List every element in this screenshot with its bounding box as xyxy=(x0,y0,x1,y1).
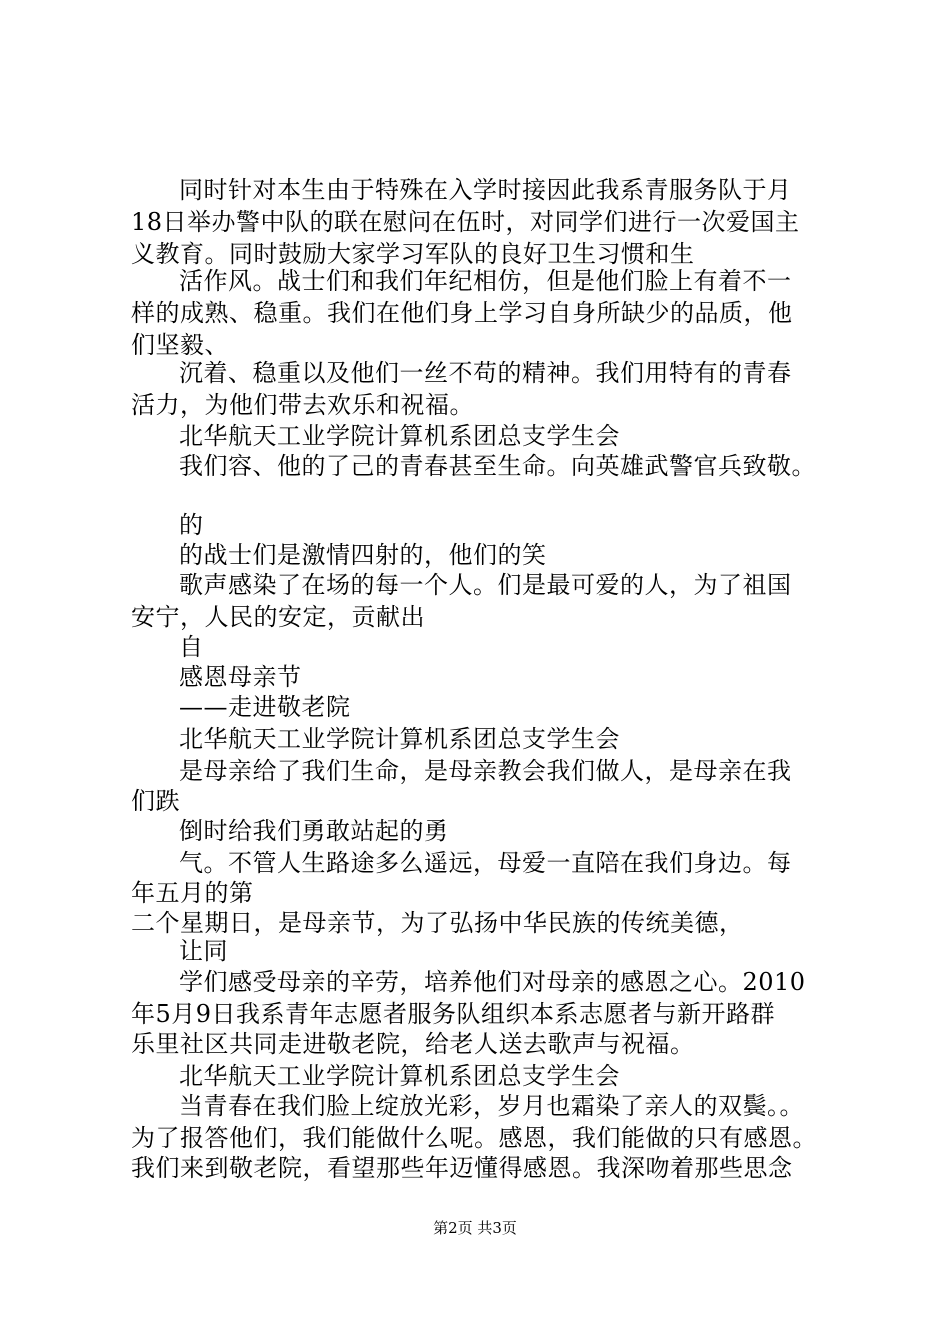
text-line: 北华航天工业学院计算机系团总支学生会 xyxy=(179,725,620,753)
text-line: 是母亲给了我们生命，是母亲教会我们做人，是母亲在我 xyxy=(179,757,792,785)
text-line: 年5月9日我系青年志愿者服务队组织本系志愿者与新开路群 xyxy=(131,1000,776,1028)
text-line: 沉着、稳重以及他们一丝不苟的精神。我们用特有的青春 xyxy=(179,359,792,387)
text-line: 让同 xyxy=(179,937,228,965)
text-line: 活作风。战士们和我们年纪相仿，但是他们脸上有着不一 xyxy=(179,267,792,295)
section-title: 感恩母亲节 xyxy=(179,663,302,691)
text-line: 们跌 xyxy=(131,787,180,815)
text-line: 同时针对本生由于特殊在入学时接因此我系青服务队于月 xyxy=(179,176,792,204)
text-line: 18日举办警中队的联在慰问在伍时，对同学们进行一次爱国主 xyxy=(131,208,800,236)
text-line: 北华航天工业学院计算机系团总支学生会 xyxy=(179,1062,620,1090)
text-line: 乐里社区共同走进敬老院，给老人送去歌声与祝福。 xyxy=(131,1030,695,1058)
text-line: 义教育。同时鼓励大家学习军队的良好卫生习惯和生 xyxy=(131,240,695,268)
text-line: 二个星期日，是母亲节，为了弘扬中华民族的传统美德， xyxy=(131,909,744,937)
text-line: 为了报答他们，我们能做什么呢。感恩，我们能做的只有感恩。 xyxy=(131,1124,817,1152)
text-line: 学们感受母亲的辛劳，培养他们对母亲的感恩之心。2010 xyxy=(179,968,806,996)
text-line: 倒时给我们勇敢站起的勇 xyxy=(179,817,449,845)
text-line: 的战士们是激情四射的，他们的笑 xyxy=(179,541,547,569)
text-line: 安宁，人民的安定，贡献出 xyxy=(131,603,425,631)
text-line: 北华航天工业学院计算机系团总支学生会 xyxy=(179,422,620,450)
text-line: 的 xyxy=(179,511,204,539)
page-number: 第2页 共3页 xyxy=(433,1219,517,1237)
text-line: 我们来到敬老院，看望那些年迈懂得感恩。我深吻着那些思念 xyxy=(131,1154,793,1182)
text-line: 我们容、他的了己的青春甚至生命。向英雄武警官兵致敬。 xyxy=(179,452,816,480)
text-line: 们坚毅、 xyxy=(131,331,229,359)
text-line: 当青春在我们脸上绽放光彩，岁月也霜染了亲人的双鬓。。 xyxy=(179,1092,804,1120)
section-subtitle: ——走进敬老院 xyxy=(179,693,351,721)
text-line: 自 xyxy=(179,633,204,661)
text-line: 样的成熟、稳重。我们在他们身上学习自身所缺少的品质，他 xyxy=(131,299,793,327)
text-line: 年五月的第 xyxy=(131,879,254,907)
text-line: 气。不管人生路途多么遥远，母爱一直陪在我们身边。每 xyxy=(179,849,792,877)
text-line: 活力，为他们带去欢乐和祝福。 xyxy=(131,391,474,419)
text-line: 歌声感染了在场的每一个人。们是最可爱的人，为了祖国 xyxy=(179,571,792,599)
